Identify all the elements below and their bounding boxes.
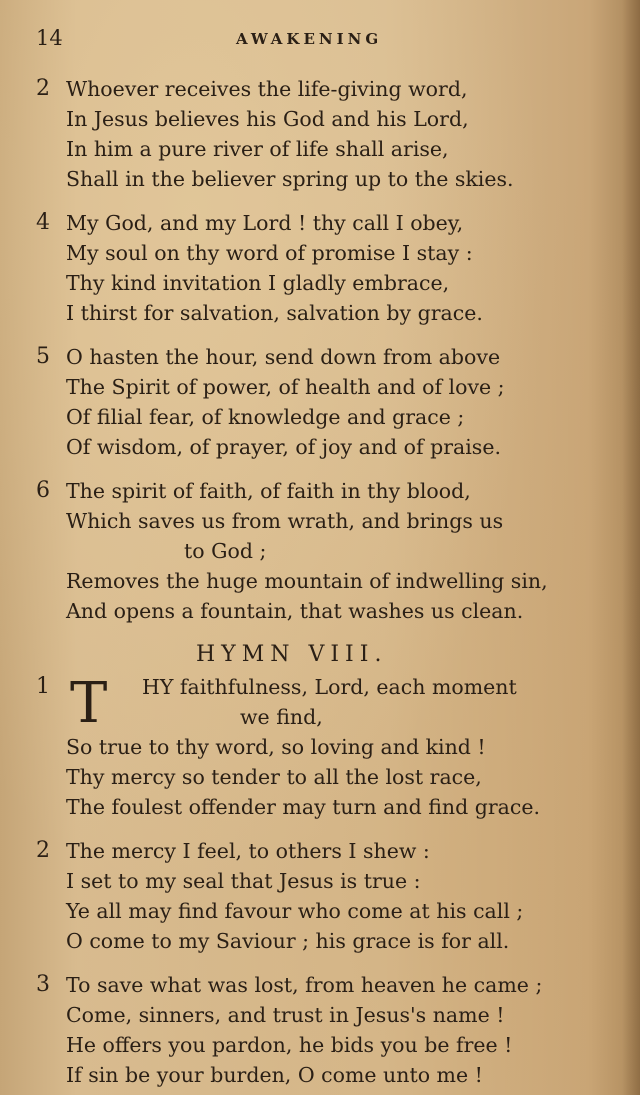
verse-line: Removes the huge mountain of indwelling sin, [66, 569, 548, 593]
verse-line: Thy kind invitation I gladly embrace, [66, 271, 450, 295]
verse-line: O come to my Saviour ; his grace is for all. [66, 929, 510, 953]
verse-line: Which saves us from wrath, and brings us [66, 509, 504, 533]
hymn-title: HYMN VIII. [196, 642, 388, 667]
verse-line: I set to my seal that Jesus is true : [66, 869, 421, 893]
stanza [36, 836, 606, 956]
stanza-number: 1 [36, 674, 50, 699]
page-number: 14 [36, 26, 63, 50]
stanza [36, 342, 606, 462]
stanza-number: 2 [36, 838, 50, 863]
verse-line: The foulest offender may turn and find grace. [66, 795, 541, 819]
stanza [36, 208, 606, 328]
verse-line: Whoever receives the life-giving word, [66, 77, 468, 101]
verse-line: Shall in the believer spring up to the skies. [66, 167, 514, 191]
stanza-number: 6 [36, 478, 50, 503]
stanza-number: 2 [36, 76, 50, 101]
verse-line: Of filial fear, of knowledge and grace ; [66, 405, 465, 429]
stanza-number: 4 [36, 210, 50, 235]
verse-line: To save what was lost, from heaven he came ; [66, 973, 543, 997]
page-content [36, 74, 606, 1095]
verse-line: Thy mercy so tender to all the lost race, [66, 765, 482, 789]
verse-line: My soul on thy word of promise I stay : [66, 241, 473, 265]
verse-line: Come, sinners, and trust in Jesus's name ! [66, 1003, 505, 1027]
stanza [36, 970, 606, 1090]
verse-line: In him a pure river of life shall arise, [66, 137, 449, 161]
verse-line: So true to thy word, so loving and kind ! [66, 735, 486, 759]
stanza [36, 74, 606, 194]
verse-line: He offers you pardon, he bids you be free ! [66, 1033, 513, 1057]
verse-line: Of wisdom, of prayer, of joy and of praise. [66, 435, 501, 459]
running-head: AWAKENING [236, 30, 383, 48]
verse-line: In Jesus believes his God and his Lord, [66, 107, 469, 131]
verse-line: The spirit of faith, of faith in thy blood, [66, 479, 471, 503]
verse-line: The Spirit of power, of health and of love ; [66, 375, 505, 399]
stanza [36, 672, 606, 822]
verse-line: O hasten the hour, send down from above [66, 345, 501, 369]
verse-line-continuation: to God ; [184, 539, 267, 563]
drop-cap: T [70, 671, 108, 736]
stanza-number: 5 [36, 344, 50, 369]
verse-line: I thirst for salvation, salvation by grace. [66, 301, 483, 325]
verse-line: If sin be your burden, O come unto me ! [66, 1063, 483, 1087]
verse-line: The mercy I feel, to others I shew : [66, 839, 430, 863]
verse-line: HY faithfulness, Lord, each moment [142, 675, 517, 699]
verse-line-continuation: we find, [240, 705, 323, 729]
verse-line: And opens a fountain, that washes us clean. [66, 599, 524, 623]
verse-line: My God, and my Lord ! thy call I obey, [66, 211, 464, 235]
page-header [36, 26, 596, 52]
stanza-number: 3 [36, 972, 50, 997]
stanza [36, 476, 606, 626]
page-edge-shadow [622, 0, 640, 1095]
verse-line: Ye all may find favour who come at his call ; [66, 899, 524, 923]
